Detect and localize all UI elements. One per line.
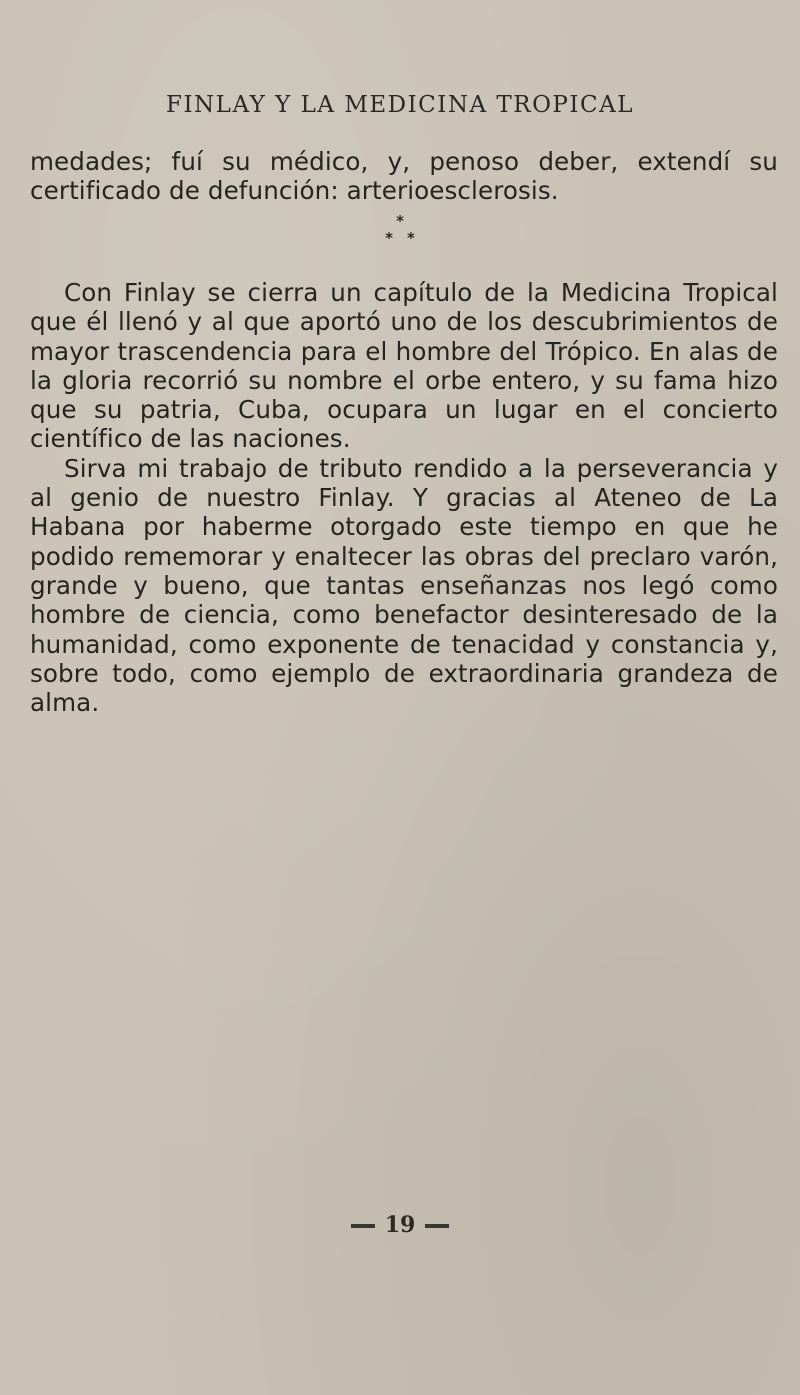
folio-dash-right	[425, 1224, 449, 1228]
page-number-value: 19	[384, 1212, 416, 1238]
section-break-asterisks	[0, 213, 800, 247]
running-head: FINLAY Y LA MEDICINA TROPICAL	[166, 92, 634, 118]
page-number	[0, 1212, 800, 1238]
paragraph-continuation: medades; fuí su médico, y, penoso deber, extendí su certificado de defunción: arterioesclerosis.	[30, 147, 778, 206]
text-block-main	[30, 278, 778, 717]
text-block-top	[30, 147, 778, 206]
asterisk-top: *	[396, 212, 404, 230]
paragraph-finlay-chapter: Con Finlay se cierra un capítulo de la Medicina Tropical que él llenó y al que aportó uno de los descubrimientos de mayor trascendencia para el hombre del Trópico. En alas de la gloria recorrió su nombre el orbe entero, y su fama hizo que su patria, Cuba, ocupara un lugar en el concierto científico de las naciones.	[30, 278, 778, 454]
paragraph-tribute: Sirva mi trabajo de tributo rendido a la perseverancia y al genio de nuestro Finlay. Y gracias al Ateneo de La Habana por haberme otorgado este tiempo en que he podido rememorar y enaltecer las obras del preclaro varón, grande y bueno, que tantas enseñanzas nos legó como hombre de ciencia, como benefactor desinteresado de la humanidad, como exponente de tenacidad y constancia y, sobre todo, como ejemplo de extraordinaria grandeza de alma.	[30, 453, 778, 718]
folio-dash-left	[351, 1224, 375, 1228]
asterisk-pair: **	[385, 229, 429, 247]
